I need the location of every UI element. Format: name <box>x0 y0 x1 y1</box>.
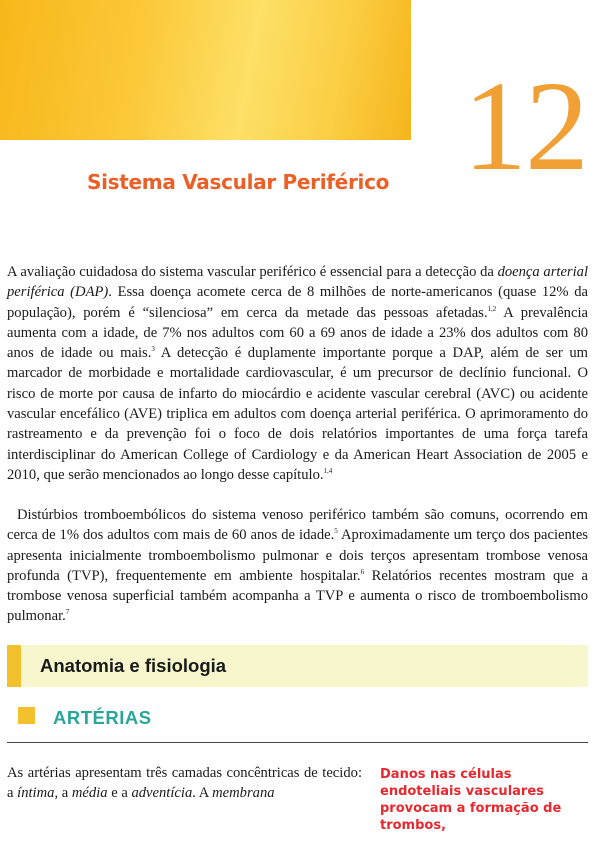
text-run: Aproximadamente um terço dos pacientes apresenta inicialmente tromboembolismo pulmonar e dois terços apresentam trombose venosa profunda (TVP), frequentemente em ambiente hospitalar. <box>7 527 588 584</box>
italic-term: membrana <box>212 785 275 802</box>
divider-rule <box>7 742 588 743</box>
text-run: e a <box>107 785 132 802</box>
italic-term: íntima <box>17 785 55 802</box>
citation-superscript: 3 <box>151 345 155 354</box>
text-run: A detecção é duplamente importante porque a DAP, além de ser um marcador de morbidade e mortalidade cardiovascular, é um precursor de declínio funcional. O risco de morte por causa de infarto do miocárdio e acidente vascular cerebral (AVC) ou acidente vascular encefálico (AVE) triplica em adultos com doença arterial periférica. O aprimoramento do rastreamento e da prevenção foi o foco de dois relatórios importantes de uma força tarefa interdisciplinar do American College of Cardiology e da American Heart Association de 2005 e 2010, que serão mencionados ao longo desse capítulo. <box>7 345 588 483</box>
citation-superscript: 5 <box>334 527 338 536</box>
chapter-number: 12 <box>463 55 587 197</box>
text-run: As artérias apresentam três camadas concêntricas de tecido: a <box>7 765 362 802</box>
citation-superscript: 1,2 <box>487 304 497 313</box>
citation-superscript: 6 <box>360 568 365 577</box>
text-run: Relatórios recentes mostram que a trombose venosa superficial também acompanha a TVP e aumenta o risco de tromboembolismo pulmonar. <box>7 567 588 625</box>
text-run: A prevalência aumenta com a idade, de 7% nos adultos com 60 a 69 anos de idade a 23% dos adultos com 80 anos de idade ou mais. <box>7 304 588 362</box>
citation-superscript: 1,4 <box>323 467 333 476</box>
arteries-paragraph <box>7 763 362 804</box>
text-run: . Essa doença acomete cerca de 8 milhões de norte-americanos (quase 12% da população), porém é “silenciosa” em cerca da metade das pessoas afetadas. <box>7 284 588 321</box>
chapter-title: Sistema Vascular Periférico <box>87 170 390 194</box>
chapter-banner-image <box>0 0 411 140</box>
citation-superscript: 7 <box>65 608 70 617</box>
section-heading-bar <box>7 645 588 687</box>
section-title: Anatomia e fisiologia <box>40 655 227 676</box>
text-run: , a <box>54 785 72 802</box>
italic-term: doença arterial periférica (DAP) <box>7 264 589 301</box>
subheading-arterias: ARTÉRIAS <box>53 707 152 728</box>
italic-term: adventícia <box>131 785 193 802</box>
intro-paragraph-2 <box>7 505 588 627</box>
italic-term: média <box>71 785 108 802</box>
text-run: Distúrbios tromboembólicos do sistema venoso periférico também são comuns, ocorrendo em cerca de 1% dos adultos com mais de 60 anos de idade. <box>7 507 588 544</box>
margin-note: Danos nas células endoteliais vasculares provocam a formação de trombos, <box>380 767 562 833</box>
text-run: A avaliação cuidadosa do sistema vascular periférico é essencial para a detecção da <box>7 264 498 280</box>
intro-paragraph-1 <box>7 262 588 485</box>
text-run: . A <box>192 785 213 802</box>
subheading-bullet-square <box>18 707 35 724</box>
